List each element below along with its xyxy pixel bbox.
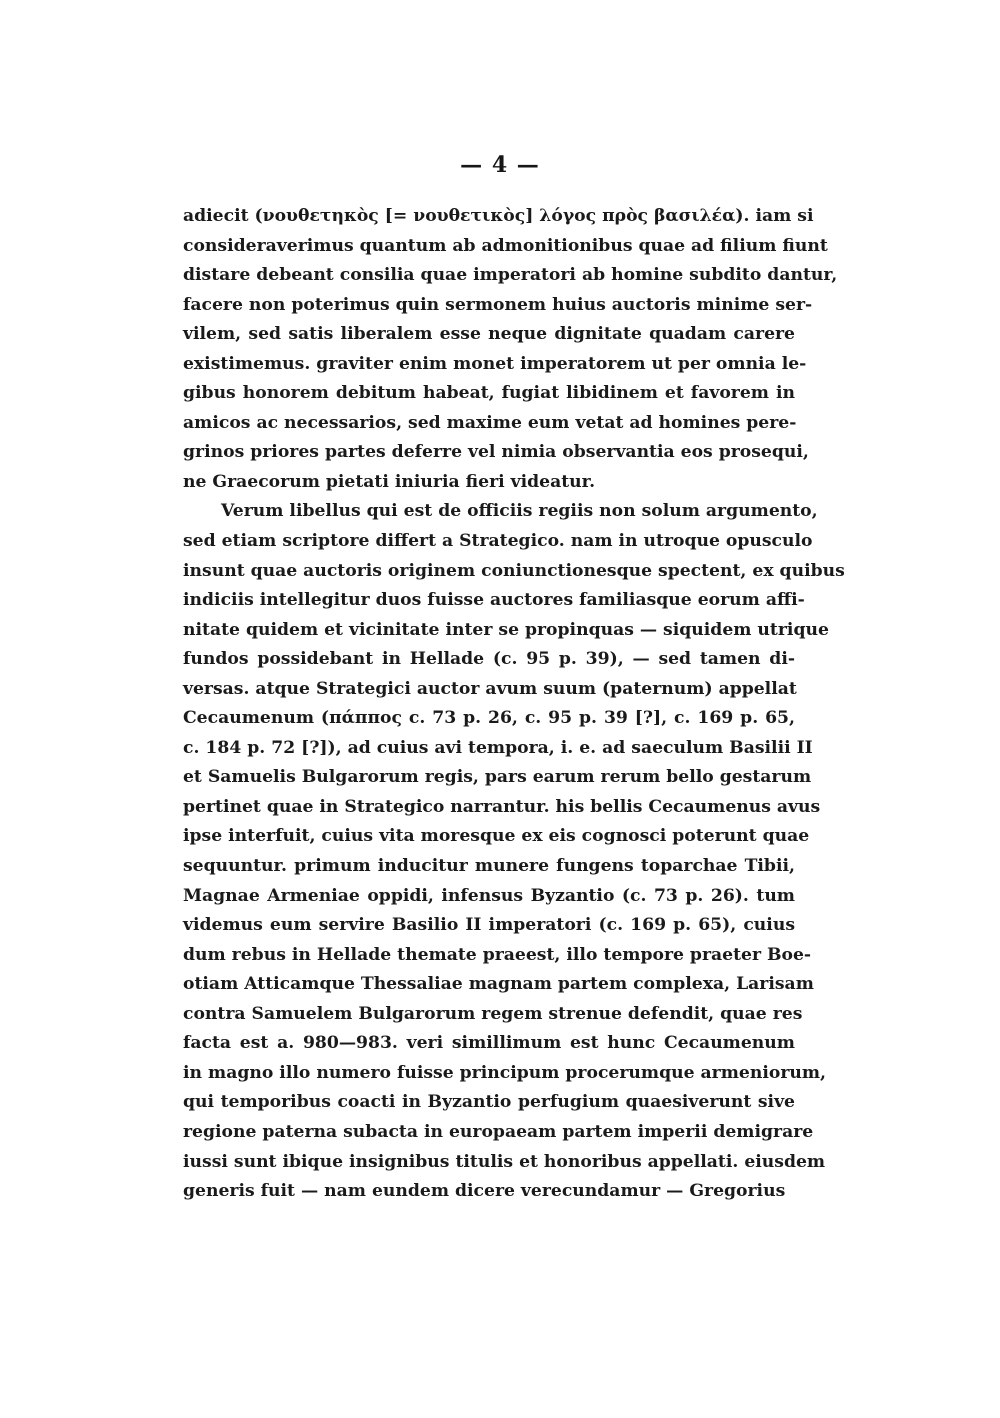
text-line: ipse interfuit, cuius vita moresque ex eis cognosci poterunt quae — [183, 826, 810, 847]
text-line: sequuntur. primum inducitur munere fungens toparchae Tibii, — [183, 856, 795, 877]
text-line: indiciis intellegitur duos fuisse auctores familiasque eorum affi- — [183, 590, 805, 611]
text-line: versas. atque Strategici auctor avum suum (paternum) appellat — [183, 678, 797, 699]
text-line: dum rebus in Hellade themate praeest, illo tempore praeter Boe- — [183, 944, 812, 965]
text-line: pertinet quae in Strategico narrantur. his bellis Cecaumenus avus — [183, 796, 821, 817]
text-line: existimemus. graviter enim monet imperatorem ut per omnia le- — [183, 353, 807, 374]
text-line: iussi sunt ibique insignibus titulis et honoribus appellati. eiusdem — [183, 1151, 826, 1172]
body-text — [183, 202, 845, 1207]
text-line: distare debeant consilia quae imperatori ab homine subdito dantur, — [183, 265, 838, 286]
text-line: vilem, sed satis liberalem esse neque dignitate quadam carere — [183, 324, 795, 345]
text-line: videmus eum servire Basilio II imperatori (c. 169 p. 65), cuius — [183, 915, 795, 936]
page-number: — 4 — — [460, 152, 540, 178]
paragraph — [183, 497, 845, 1206]
text-line: consideraverimus quantum ab admonitionibus quae ad filium fiunt — [183, 235, 828, 256]
text-line: sed etiam scriptore differt a Strategico. nam in utroque opusculo — [183, 531, 813, 552]
text-line: c. 184 p. 72 [?]), ad cuius avi tempora, i. e. ad saeculum Basilii II — [183, 737, 813, 758]
text-line: in magno illo numero fuisse principum procerumque armeniorum, — [183, 1062, 827, 1083]
text-line: generis fuit — nam eundem dicere verecundamur — Gregorius — [183, 1181, 786, 1202]
text-line: grinos priores partes deferre vel nimia observantia eos prosequi, — [183, 442, 809, 463]
text-line: fundos possidebant in Hellade (c. 95 p. 39), — sed tamen di- — [183, 649, 795, 670]
text-line: contra Samuelem Bulgarorum regem strenue defendit, quae res — [183, 1003, 803, 1024]
text-line: facta est a. 980—983. veri simillimum est hunc Cecaumenum — [183, 1033, 795, 1054]
text-line: Verum libellus qui est de officiis regiis non solum argumento, — [221, 501, 818, 522]
text-line: qui temporibus coacti in Byzantio perfugium quaesiverunt sive — [183, 1092, 795, 1113]
text-line: otiam Atticamque Thessaliae magnam partem complexa, Larisam — [183, 974, 814, 995]
text-line: regione paterna subacta in europaeam partem imperii demigrare — [183, 1121, 814, 1142]
text-line: et Samuelis Bulgarorum regis, pars earum rerum bello gestarum — [183, 767, 812, 788]
text-line: gibus honorem debitum habeat, fugiat libidinem et favorem in — [183, 383, 795, 404]
text-line: insunt quae auctoris originem coniunctionesque spectent, ex quibus — [183, 560, 845, 581]
text-line: facere non poterimus quin sermonem huius auctoris minime ser- — [183, 294, 813, 315]
text-line: nitate quidem et vicinitate inter se propinquas — siquidem utrique — [183, 619, 829, 640]
text-line: Magnae Armeniae oppidi, infensus Byzantio (c. 73 p. 26). tum — [183, 885, 795, 906]
text-line: ne Graecorum pietati iniuria fieri videatur. — [183, 471, 596, 492]
paragraph — [183, 202, 838, 497]
text-line: Cecaumenum (πάππος c. 73 p. 26, c. 95 p. 39 [?], c. 169 p. 65, — [183, 708, 795, 729]
text-line: amicos ac necessarios, sed maxime eum vetat ad homines pere- — [183, 412, 797, 433]
text-line: adiecit (νουθετηκὸς [= νουθετικὸς] λόγος πρὸς βασιλέα). iam si — [183, 206, 814, 226]
